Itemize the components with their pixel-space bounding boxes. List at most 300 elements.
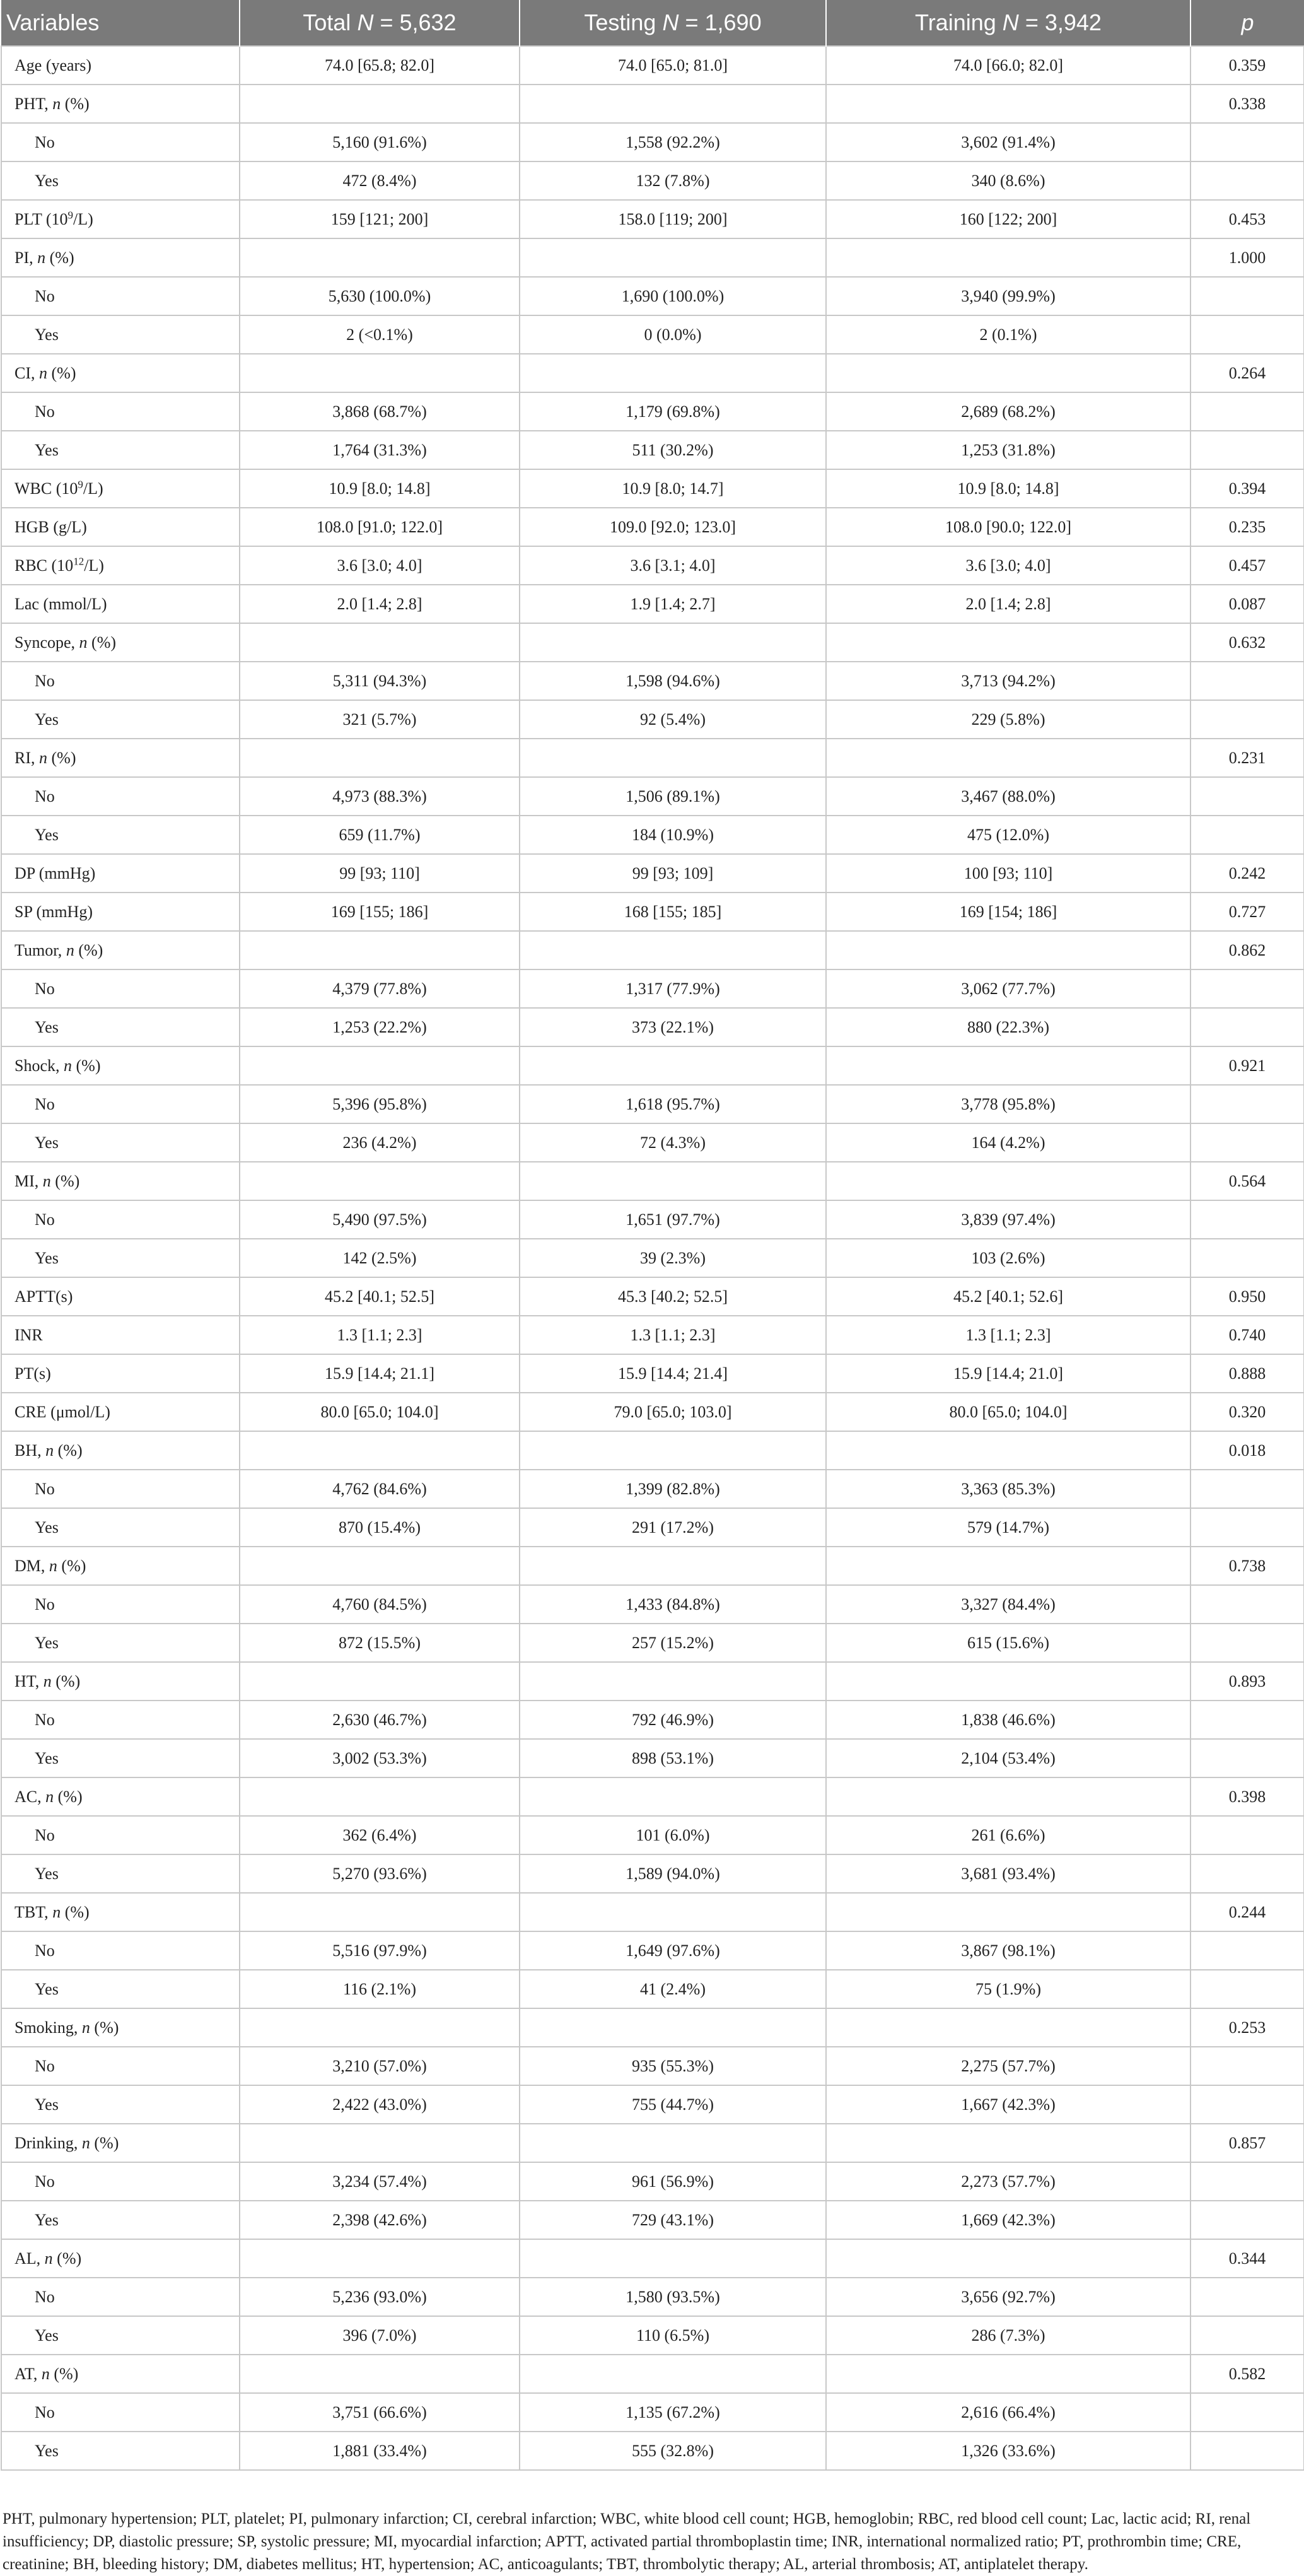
cell-p-value xyxy=(1190,662,1304,700)
cell-total: 2 (<0.1%) xyxy=(240,315,520,354)
header-testing-label: Testing xyxy=(584,9,656,35)
variable-n-symbol: n xyxy=(81,2133,90,2152)
cell-training xyxy=(826,1662,1190,1701)
cell-total: 3,234 (57.4%) xyxy=(240,2162,520,2201)
cell-total: 5,490 (97.5%) xyxy=(240,1200,520,1239)
cell-p-value xyxy=(1190,2085,1304,2124)
table-row xyxy=(1,662,1304,700)
cell-training: 1,253 (31.8%) xyxy=(826,431,1190,469)
variable-label: Yes xyxy=(35,1979,59,1998)
cell-training xyxy=(826,931,1190,969)
variable-label: Age (years) xyxy=(15,56,91,74)
cell-training: 2,104 (53.4%) xyxy=(826,1739,1190,1777)
table-row xyxy=(1,2316,1304,2355)
cell-total xyxy=(240,931,520,969)
cell-total: 5,630 (100.0%) xyxy=(240,277,520,315)
table-row xyxy=(1,777,1304,816)
variable-label: No xyxy=(35,979,55,998)
cell-p-value: 0.738 xyxy=(1190,1547,1304,1585)
cell-variable xyxy=(1,2393,240,2432)
cell-total: 5,311 (94.3%) xyxy=(240,662,520,700)
cell-total: 3,002 (53.3%) xyxy=(240,1739,520,1777)
cell-total: 45.2 [40.1; 52.5] xyxy=(240,1277,520,1316)
cell-training: 475 (12.0%) xyxy=(826,816,1190,854)
cell-testing: 72 (4.3%) xyxy=(520,1123,826,1162)
variable-label: No xyxy=(35,2056,55,2075)
variable-n-symbol: n xyxy=(43,1671,52,1690)
cell-testing: 184 (10.9%) xyxy=(520,816,826,854)
cell-training: 1.3 [1.1; 2.3] xyxy=(826,1316,1190,1354)
cell-total: 10.9 [8.0; 14.8] xyxy=(240,469,520,508)
cell-training: 3,363 (85.3%) xyxy=(826,1470,1190,1508)
cell-total: 159 [121; 200] xyxy=(240,200,520,238)
table-row xyxy=(1,1200,1304,1239)
variable-label: No xyxy=(35,286,55,305)
cell-training xyxy=(826,1777,1190,1816)
variable-label: HT, xyxy=(15,1671,44,1690)
cell-p-value xyxy=(1190,969,1304,1008)
cell-variable xyxy=(1,85,240,123)
variable-unit: (%) xyxy=(50,1171,80,1190)
cell-testing: 1,179 (69.8%) xyxy=(520,392,826,431)
variable-label: AC, xyxy=(15,1787,46,1806)
cell-variable xyxy=(1,1739,240,1777)
cell-total: 4,379 (77.8%) xyxy=(240,969,520,1008)
cell-variable xyxy=(1,623,240,662)
variable-unit: (%) xyxy=(54,1787,83,1806)
header-testing-n: N xyxy=(662,9,679,35)
header-total-count: = 5,632 xyxy=(380,9,457,35)
cell-variable xyxy=(1,2316,240,2355)
cell-total: 80.0 [65.0; 104.0] xyxy=(240,1393,520,1431)
table-row xyxy=(1,1316,1304,1354)
cell-p-value: 0.457 xyxy=(1190,546,1304,585)
cell-training: 103 (2.6%) xyxy=(826,1239,1190,1277)
cell-p-value: 0.564 xyxy=(1190,1162,1304,1200)
cell-total xyxy=(240,1893,520,1931)
cell-p-value xyxy=(1190,2316,1304,2355)
variable-n-symbol: n xyxy=(64,1056,72,1075)
cell-variable xyxy=(1,431,240,469)
variable-unit: (%) xyxy=(51,1671,81,1690)
cell-variable xyxy=(1,816,240,854)
table-row xyxy=(1,893,1304,931)
cell-testing: 373 (22.1%) xyxy=(520,1008,826,1046)
cell-p-value xyxy=(1190,1624,1304,1662)
cell-p-value: 0.244 xyxy=(1190,1893,1304,1931)
cell-training xyxy=(826,2008,1190,2047)
cell-testing: 109.0 [92.0; 123.0] xyxy=(520,508,826,546)
table-row xyxy=(1,1739,1304,1777)
variable-label: No xyxy=(35,1941,55,1960)
cell-training: 1,667 (42.3%) xyxy=(826,2085,1190,2124)
variable-label: No xyxy=(35,1210,55,1229)
cell-total: 321 (5.7%) xyxy=(240,700,520,739)
cell-testing: 99 [93; 109] xyxy=(520,854,826,893)
cell-total xyxy=(240,739,520,777)
cell-variable xyxy=(1,2008,240,2047)
cell-testing: 92 (5.4%) xyxy=(520,700,826,739)
variable-label: Yes xyxy=(35,2210,59,2229)
cell-total: 3,868 (68.7%) xyxy=(240,392,520,431)
cell-training: 3,778 (95.8%) xyxy=(826,1085,1190,1123)
table-row xyxy=(1,200,1304,238)
cell-testing xyxy=(520,2239,826,2278)
cell-variable xyxy=(1,893,240,931)
cell-variable xyxy=(1,854,240,893)
cell-testing: 0 (0.0%) xyxy=(520,315,826,354)
cell-p-value: 0.242 xyxy=(1190,854,1304,893)
cell-training xyxy=(826,2124,1190,2162)
variable-n-symbol: n xyxy=(42,1171,51,1190)
table-row xyxy=(1,354,1304,392)
baseline-table xyxy=(1,0,1304,2471)
table-row xyxy=(1,1085,1304,1123)
variable-n-symbol: n xyxy=(66,940,74,959)
cell-training xyxy=(826,1431,1190,1470)
table-row xyxy=(1,2201,1304,2239)
table-row xyxy=(1,854,1304,893)
variable-label: No xyxy=(35,671,55,690)
cell-variable xyxy=(1,1393,240,1431)
cell-p-value xyxy=(1190,816,1304,854)
cell-p-value: 0.921 xyxy=(1190,1046,1304,1085)
table-row xyxy=(1,739,1304,777)
cell-testing: 132 (7.8%) xyxy=(520,161,826,200)
variable-label: Yes xyxy=(35,2095,59,2114)
table-row xyxy=(1,1624,1304,1662)
cell-testing xyxy=(520,238,826,277)
cell-total: 2,422 (43.0%) xyxy=(240,2085,520,2124)
variable-label: APTT(s) xyxy=(15,1287,73,1306)
cell-variable xyxy=(1,1277,240,1316)
cell-training xyxy=(826,2239,1190,2278)
header-variables: Variables xyxy=(1,0,240,46)
table-row xyxy=(1,816,1304,854)
cell-total: 659 (11.7%) xyxy=(240,816,520,854)
cell-training xyxy=(826,1162,1190,1200)
cell-training: 3.6 [3.0; 4.0] xyxy=(826,546,1190,585)
cell-variable xyxy=(1,1854,240,1893)
table-row xyxy=(1,1470,1304,1508)
table-row xyxy=(1,1008,1304,1046)
cell-training: 880 (22.3%) xyxy=(826,1008,1190,1046)
cell-testing: 1,618 (95.7%) xyxy=(520,1085,826,1123)
variable-label: PHT, xyxy=(15,94,53,113)
variable-label: Yes xyxy=(35,1518,59,1537)
cell-variable xyxy=(1,2278,240,2316)
variable-label: PI, xyxy=(15,248,38,267)
cell-p-value: 0.857 xyxy=(1190,2124,1304,2162)
cell-training: 261 (6.6%) xyxy=(826,1816,1190,1854)
cell-testing xyxy=(520,739,826,777)
cell-p-value: 0.888 xyxy=(1190,1354,1304,1393)
cell-testing: 1,651 (97.7%) xyxy=(520,1200,826,1239)
cell-training: 2,275 (57.7%) xyxy=(826,2047,1190,2085)
variable-label: No xyxy=(35,1479,55,1498)
cell-training: 160 [122; 200] xyxy=(826,200,1190,238)
cell-training: 169 [154; 186] xyxy=(826,893,1190,931)
cell-training xyxy=(826,623,1190,662)
cell-variable xyxy=(1,1085,240,1123)
variable-unit: (%) xyxy=(61,1902,90,1921)
table-row xyxy=(1,431,1304,469)
cell-p-value: 0.359 xyxy=(1190,46,1304,85)
table-row xyxy=(1,1431,1304,1470)
variable-n-symbol: n xyxy=(81,2018,90,2037)
cell-p-value: 0.950 xyxy=(1190,1277,1304,1316)
variable-unit: /L) xyxy=(84,556,104,575)
cell-training: 340 (8.6%) xyxy=(826,161,1190,200)
variable-n-symbol: n xyxy=(49,1556,57,1575)
cell-variable xyxy=(1,200,240,238)
variable-n-symbol: n xyxy=(41,2364,50,2383)
cell-p-value: 0.582 xyxy=(1190,2355,1304,2393)
cell-training: 1,669 (42.3%) xyxy=(826,2201,1190,2239)
table-row xyxy=(1,1854,1304,1893)
variable-label: Syncope, xyxy=(15,633,79,652)
variable-n-symbol: n xyxy=(44,2249,53,2268)
cell-training: 3,656 (92.7%) xyxy=(826,2278,1190,2316)
cell-p-value xyxy=(1190,700,1304,739)
table-row xyxy=(1,46,1304,85)
cell-testing xyxy=(520,85,826,123)
cell-training: 3,062 (77.7%) xyxy=(826,969,1190,1008)
cell-p-value xyxy=(1190,2393,1304,2432)
table-row xyxy=(1,1816,1304,1854)
cell-total: 15.9 [14.4; 21.1] xyxy=(240,1354,520,1393)
cell-training: 75 (1.9%) xyxy=(826,1970,1190,2008)
table-header-row xyxy=(1,0,1304,46)
variable-label: No xyxy=(35,1595,55,1613)
cell-variable xyxy=(1,931,240,969)
cell-testing: 1,317 (77.9%) xyxy=(520,969,826,1008)
cell-p-value xyxy=(1190,123,1304,161)
cell-p-value: 0.231 xyxy=(1190,739,1304,777)
variable-n-symbol: n xyxy=(52,94,61,113)
table-row xyxy=(1,623,1304,662)
cell-total xyxy=(240,1777,520,1816)
variable-n-symbol: n xyxy=(45,1441,54,1460)
table-row xyxy=(1,969,1304,1008)
cell-total xyxy=(240,1547,520,1585)
cell-training: 80.0 [65.0; 104.0] xyxy=(826,1393,1190,1431)
variable-label: No xyxy=(35,1825,55,1844)
cell-total: 2,398 (42.6%) xyxy=(240,2201,520,2239)
table-row xyxy=(1,2278,1304,2316)
cell-variable xyxy=(1,1931,240,1970)
table-row xyxy=(1,2162,1304,2201)
cell-training: 3,602 (91.4%) xyxy=(826,123,1190,161)
table-row xyxy=(1,1585,1304,1624)
cell-training: 45.2 [40.1; 52.6] xyxy=(826,1277,1190,1316)
header-training-count: = 3,942 xyxy=(1025,9,1102,35)
variable-n-symbol: n xyxy=(45,1787,54,1806)
cell-testing: 511 (30.2%) xyxy=(520,431,826,469)
cell-total: 870 (15.4%) xyxy=(240,1508,520,1547)
cell-training: 3,327 (84.4%) xyxy=(826,1585,1190,1624)
variable-label: Yes xyxy=(35,1633,59,1652)
cell-variable xyxy=(1,1316,240,1354)
cell-total xyxy=(240,1162,520,1200)
cell-variable xyxy=(1,123,240,161)
cell-variable xyxy=(1,161,240,200)
cell-variable xyxy=(1,777,240,816)
cell-p-value xyxy=(1190,1854,1304,1893)
cell-total: 3,210 (57.0%) xyxy=(240,2047,520,2085)
variable-n-symbol: n xyxy=(37,248,46,267)
variable-label: RBC (10 xyxy=(15,556,74,575)
cell-total: 5,396 (95.8%) xyxy=(240,1085,520,1123)
cell-testing: 291 (17.2%) xyxy=(520,1508,826,1547)
cell-p-value xyxy=(1190,431,1304,469)
header-total-n: N xyxy=(357,9,374,35)
cell-testing: 1.3 [1.1; 2.3] xyxy=(520,1316,826,1354)
cell-p-value: 0.862 xyxy=(1190,931,1304,969)
table-row xyxy=(1,546,1304,585)
cell-testing xyxy=(520,1162,826,1200)
table-row xyxy=(1,1354,1304,1393)
cell-training: 2,616 (66.4%) xyxy=(826,2393,1190,2432)
cell-p-value xyxy=(1190,1931,1304,1970)
unit-exponent: 9 xyxy=(67,208,74,221)
table-row xyxy=(1,277,1304,315)
table-row xyxy=(1,2355,1304,2393)
cell-total: 4,762 (84.6%) xyxy=(240,1470,520,1508)
cell-p-value: 0.320 xyxy=(1190,1393,1304,1431)
cell-variable xyxy=(1,315,240,354)
variable-n-symbol: n xyxy=(39,748,47,767)
table-row xyxy=(1,238,1304,277)
cell-variable xyxy=(1,700,240,739)
cell-variable xyxy=(1,662,240,700)
cell-total: 1.3 [1.1; 2.3] xyxy=(240,1316,520,1354)
cell-testing: 79.0 [65.0; 103.0] xyxy=(520,1393,826,1431)
cell-variable xyxy=(1,46,240,85)
variable-label: WBC (10 xyxy=(15,479,78,498)
cell-variable xyxy=(1,2432,240,2470)
cell-training: 10.9 [8.0; 14.8] xyxy=(826,469,1190,508)
variable-label: No xyxy=(35,132,55,151)
cell-testing: 1,598 (94.6%) xyxy=(520,662,826,700)
variable-label: HGB (g/L) xyxy=(15,517,87,536)
cell-total: 5,516 (97.9%) xyxy=(240,1931,520,1970)
cell-testing: 1,558 (92.2%) xyxy=(520,123,826,161)
cell-p-value xyxy=(1190,2162,1304,2201)
variable-label: Yes xyxy=(35,825,59,844)
variable-label: PT(s) xyxy=(15,1364,51,1383)
variable-label: CRE (μmol/L) xyxy=(15,1402,110,1421)
cell-p-value xyxy=(1190,1701,1304,1739)
cell-p-value xyxy=(1190,1239,1304,1277)
cell-p-value: 0.398 xyxy=(1190,1777,1304,1816)
cell-testing xyxy=(520,1431,826,1470)
table-row xyxy=(1,2124,1304,2162)
cell-variable xyxy=(1,585,240,623)
table-row xyxy=(1,123,1304,161)
header-testing-count: = 1,690 xyxy=(685,9,762,35)
cell-variable xyxy=(1,1662,240,1701)
cell-testing: 898 (53.1%) xyxy=(520,1739,826,1777)
variable-label: Tumor, xyxy=(15,940,66,959)
cell-variable xyxy=(1,1470,240,1508)
cell-testing xyxy=(520,1893,826,1931)
variable-label: TBT, xyxy=(15,1902,53,1921)
cell-training: 15.9 [14.4; 21.0] xyxy=(826,1354,1190,1393)
cell-training xyxy=(826,1893,1190,1931)
variable-unit: (%) xyxy=(90,2133,119,2152)
variable-label: No xyxy=(35,787,55,805)
cell-p-value xyxy=(1190,2432,1304,2470)
table-row xyxy=(1,700,1304,739)
cell-total xyxy=(240,2355,520,2393)
table-row xyxy=(1,1970,1304,2008)
table-row xyxy=(1,1547,1304,1585)
table-row xyxy=(1,508,1304,546)
cell-training: 3,940 (99.9%) xyxy=(826,277,1190,315)
cell-total xyxy=(240,1662,520,1701)
variable-label: RI, xyxy=(15,748,39,767)
cell-p-value xyxy=(1190,1470,1304,1508)
cell-training: 3,467 (88.0%) xyxy=(826,777,1190,816)
table-row xyxy=(1,2393,1304,2432)
table-row xyxy=(1,469,1304,508)
variable-label: AT, xyxy=(15,2364,42,2383)
cell-testing: 961 (56.9%) xyxy=(520,2162,826,2201)
cell-total: 4,973 (88.3%) xyxy=(240,777,520,816)
cell-testing: 1.9 [1.4; 2.7] xyxy=(520,585,826,623)
cell-training: 286 (7.3%) xyxy=(826,2316,1190,2355)
cell-p-value xyxy=(1190,777,1304,816)
cell-training xyxy=(826,354,1190,392)
cell-variable xyxy=(1,2201,240,2239)
variable-label: No xyxy=(35,1710,55,1729)
variable-label: CI, xyxy=(15,363,39,382)
variable-label: DM, xyxy=(15,1556,49,1575)
cell-total: 3.6 [3.0; 4.0] xyxy=(240,546,520,585)
table-row xyxy=(1,2047,1304,2085)
cell-variable xyxy=(1,2124,240,2162)
cell-testing: 3.6 [3.1; 4.0] xyxy=(520,546,826,585)
unit-exponent: 12 xyxy=(73,554,84,567)
cell-training: 100 [93; 110] xyxy=(826,854,1190,893)
cell-variable xyxy=(1,1431,240,1470)
variable-unit: (%) xyxy=(57,1556,86,1575)
cell-p-value xyxy=(1190,277,1304,315)
cell-variable xyxy=(1,1123,240,1162)
cell-variable xyxy=(1,1585,240,1624)
cell-variable xyxy=(1,2162,240,2201)
table-row xyxy=(1,392,1304,431)
cell-total: 3,751 (66.6%) xyxy=(240,2393,520,2432)
cell-p-value xyxy=(1190,1970,1304,2008)
cell-p-value: 0.018 xyxy=(1190,1431,1304,1470)
cell-variable xyxy=(1,1354,240,1393)
variable-label: Yes xyxy=(35,2441,59,2460)
cell-variable xyxy=(1,1777,240,1816)
header-training-n: N xyxy=(1002,9,1019,35)
cell-testing: 1,433 (84.8%) xyxy=(520,1585,826,1624)
cell-total: 116 (2.1%) xyxy=(240,1970,520,2008)
cell-p-value: 0.632 xyxy=(1190,623,1304,662)
table-row xyxy=(1,161,1304,200)
cell-variable xyxy=(1,1547,240,1585)
cell-training xyxy=(826,1547,1190,1585)
variable-unit: (%) xyxy=(47,363,76,382)
variable-unit: /L) xyxy=(73,209,93,228)
cell-training: 108.0 [90.0; 122.0] xyxy=(826,508,1190,546)
cell-variable xyxy=(1,1008,240,1046)
